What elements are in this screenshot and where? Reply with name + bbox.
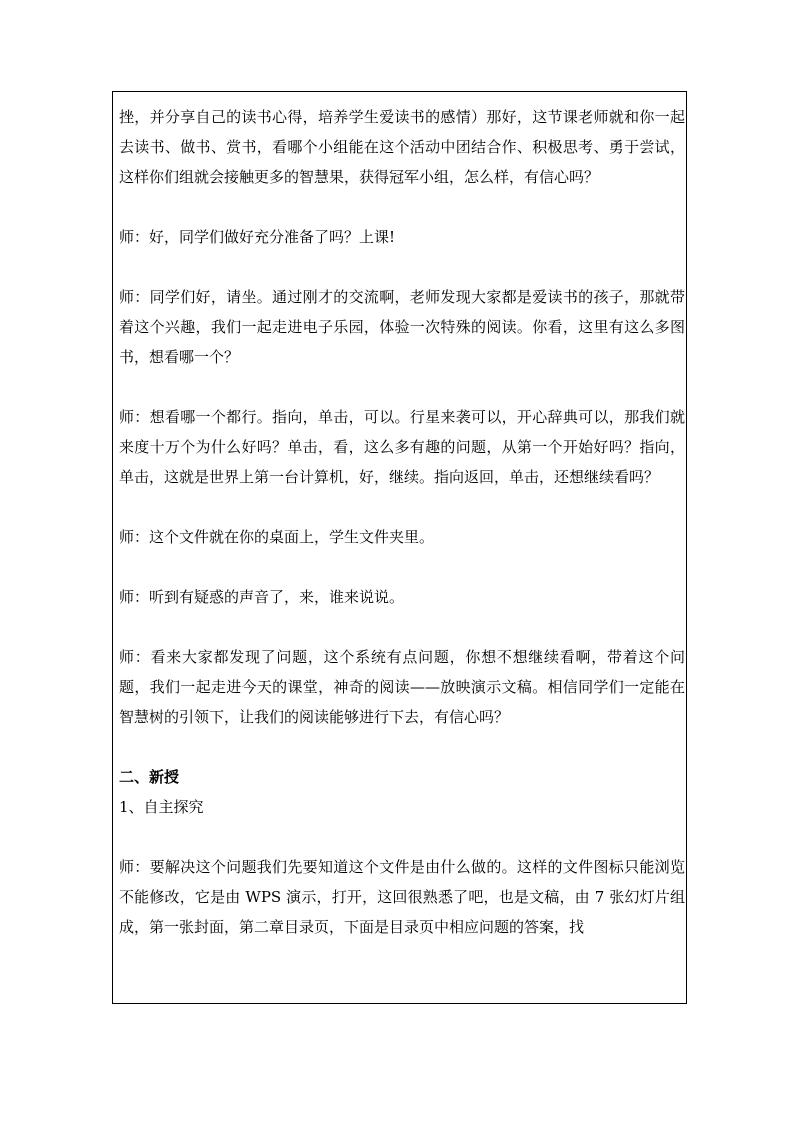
cell-content [119,102,685,942]
blank-line [119,252,685,282]
blank-line [119,492,685,522]
blank-line [119,732,685,762]
paragraph-demo: 师：想看哪一个都行。指向，单击，可以。行星来袭可以，开心辞典可以，那我们就来度十万个为什么好吗？单击，看，这么多有趣的问题，从第一个开始好吗？指向，单击，这就是世界上第一台计算机，好，继续。指向返回，单击，还想继续看吗？ [119,408,685,486]
paragraph-greeting: 师：同学们好，请坐。通过刚才的交流啊，老师发现大家都是爱读书的孩子，那就带着这个兴趣，我们一起走进电子乐园，体验一次特殊的阅读。你看，这里有这么多图书，想看哪一个？ [119,288,685,366]
paragraph-file-location: 师：这个文件就在你的桌面上，学生文件夹里。 [119,528,435,546]
subsection-heading: 1、自主探究 [119,798,204,816]
blank-line [119,822,685,852]
paragraph-topic-intro: 师：看来大家都发现了问题，这个系统有点问题，你想不想继续看啊，带着这个问题，我们一起走进今天的课堂，神奇的阅读——放映演示文稿。相信同学们一定能在智慧树的引领下，让我们的阅读能够进行下去，有信心吗？ [119,648,685,726]
blank-line [119,612,685,642]
paragraph-intro: 挫，并分享自己的读书心得，培养学生爱读书的感情）那好，这节课老师就和你一起去读书、做书、赏书，看哪个小组能在这个活动中团结合作、积极思考、勇于尝试，这样你们组就会接触更多的智慧果，获得冠军小组，怎么样，有信心吗？ [119,108,685,186]
paragraph-start-class: 师：好，同学们做好充分准备了吗？上课! [119,228,396,246]
blank-line [119,372,685,402]
section-heading: 二、新授 [119,768,180,786]
blank-line [119,552,685,582]
paragraph-question: 师：听到有疑惑的声音了，来，谁来说说。 [119,588,405,606]
table-cell-frame [112,91,687,1004]
blank-line [119,192,685,222]
paragraph-explore: 师：要解决这个问题我们先要知道这个文件是由什么做的。这样的文件图标只能浏览不能修改，它是由 WPS 演示，打开，这回很熟悉了吧，也是文稿，由 7 张幻灯片组成，第一张封面，第二章目录页，下面是目录页中相应问题的答案，找 [119,858,685,936]
